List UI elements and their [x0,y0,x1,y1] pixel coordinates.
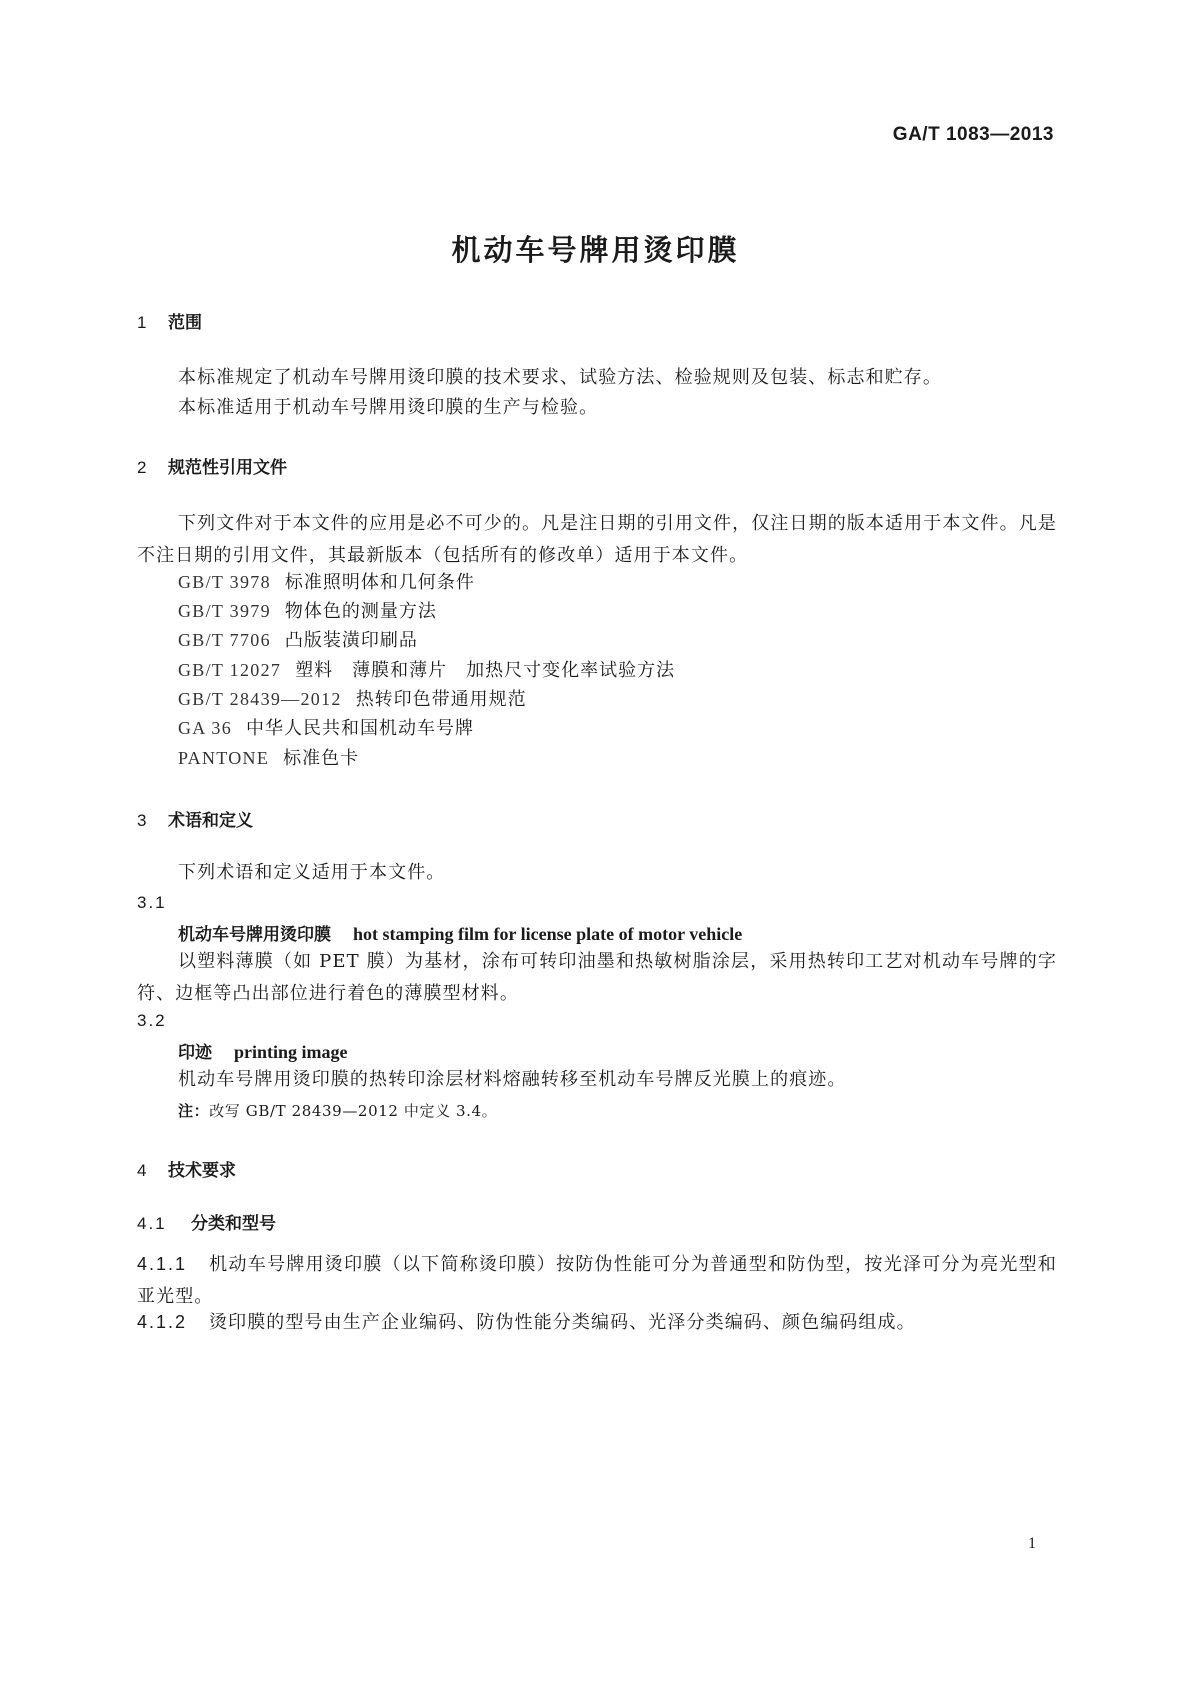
reference-item [178,568,475,594]
section-3-heading [137,806,253,831]
reference-name: 物体色的测量方法 [284,601,437,622]
term-definition: 以塑料薄膜（如 PET 膜）为基材，涂布可转印油墨和热敏树脂涂层，采用热转印工艺对机动车号牌的字符、边框等凸出部位进行着色的薄膜型材料。 [137,951,1057,1004]
reference-name: 标准色卡 [283,748,360,769]
term-chinese: 机动车号牌用烫印膜 [178,925,331,945]
reference-code: GB/T 7706 [178,630,271,650]
term-number: 3.2 [137,1011,167,1030]
paragraph: 下列术语和定义适用于本文件。 [178,862,446,883]
subsection-title: 分类和型号 [191,1214,276,1234]
clause-text: 烫印膜的型号由生产企业编码、防伪性能分类编码、光泽分类编码、颜色编码组成。 [209,1312,916,1333]
clause-4-1-1 [137,1248,1057,1313]
section-4-heading [137,1156,236,1181]
note-text: 改写 GB/T 28439—2012 中定义 3.4。 [209,1102,498,1120]
reference-item [178,597,437,623]
section-2-heading [137,453,287,478]
reference-code: GA 36 [178,718,233,738]
reference-code: GB/T 12027 [178,660,282,680]
clause-number: 4.1.2 [137,1312,188,1332]
reference-name: 塑料 薄膜和薄片 加热尺寸变化率试验方法 [295,660,676,681]
term-heading [178,1038,348,1063]
section-title: 术语和定义 [168,811,253,831]
subsection-number: 4.1 [137,1214,167,1233]
reference-name: 凸版装潢印刷品 [284,630,418,651]
reference-code: GB/T 28439—2012 [178,689,342,709]
term-number: 3.1 [137,893,167,912]
term-heading [178,920,742,945]
section-title: 技术要求 [168,1161,236,1181]
reference-name: 中华人民共和国机动车号牌 [246,718,475,739]
reference-item [178,626,418,652]
section-1-heading [137,308,202,333]
document-code: GA/T 1083—2013 [892,124,1054,145]
term-definition: 机动车号牌用烫印膜的热转印涂层材料熔融转移至机动车号牌反光膜上的痕迹。 [178,1069,847,1090]
reference-item [178,714,474,740]
reference-code: GB/T 3979 [178,601,271,621]
document-title: 机动车号牌用烫印膜 [451,233,740,267]
clause-number: 4.1.1 [137,1254,188,1274]
reference-item [178,744,359,770]
term-chinese: 印迹 [178,1043,212,1063]
paragraph: 下列文件对于本文件的应用是必不可少的。凡是注日期的引用文件，仅注日期的版本适用于本文件。凡是不注日期的引用文件，其最新版本（包括所有的修改单）适用于本文件。 [137,513,1057,566]
term-english: printing image [234,1042,348,1062]
clause-4-1-2 [137,1306,1057,1339]
reference-name: 标准照明体和几何条件 [284,572,475,593]
paragraph: 本标准规定了机动车号牌用烫印膜的技术要求、试验方法、检验规则及包装、标志和贮存。 [178,367,942,388]
section-title: 规范性引用文件 [168,458,287,478]
section-number: 2 [137,458,147,477]
note-label: 注： [178,1102,210,1120]
clause-text: 机动车号牌用烫印膜（以下简称烫印膜）按防伪性能可分为普通型和防伪型，按光泽可分为亮光型和亚光型。 [137,1254,1057,1307]
term-english: hot stamping film for license plate of motor vehicle [353,924,743,944]
reference-item [178,656,675,682]
paragraph: 本标准适用于机动车号牌用烫印膜的生产与检验。 [178,397,599,418]
page-number: 1 [1028,1535,1036,1552]
reference-code: GB/T 3978 [178,572,271,592]
reference-code: PANTONE [178,748,270,768]
reference-name: 热转印色带通用规范 [355,689,527,710]
subsection-4-1-heading [137,1209,276,1234]
term-note [178,1100,497,1121]
section-number: 1 [137,313,147,332]
reference-item [178,685,527,711]
section-number: 4 [137,1161,147,1180]
section-number: 3 [137,811,147,830]
section-title: 范围 [168,313,202,333]
